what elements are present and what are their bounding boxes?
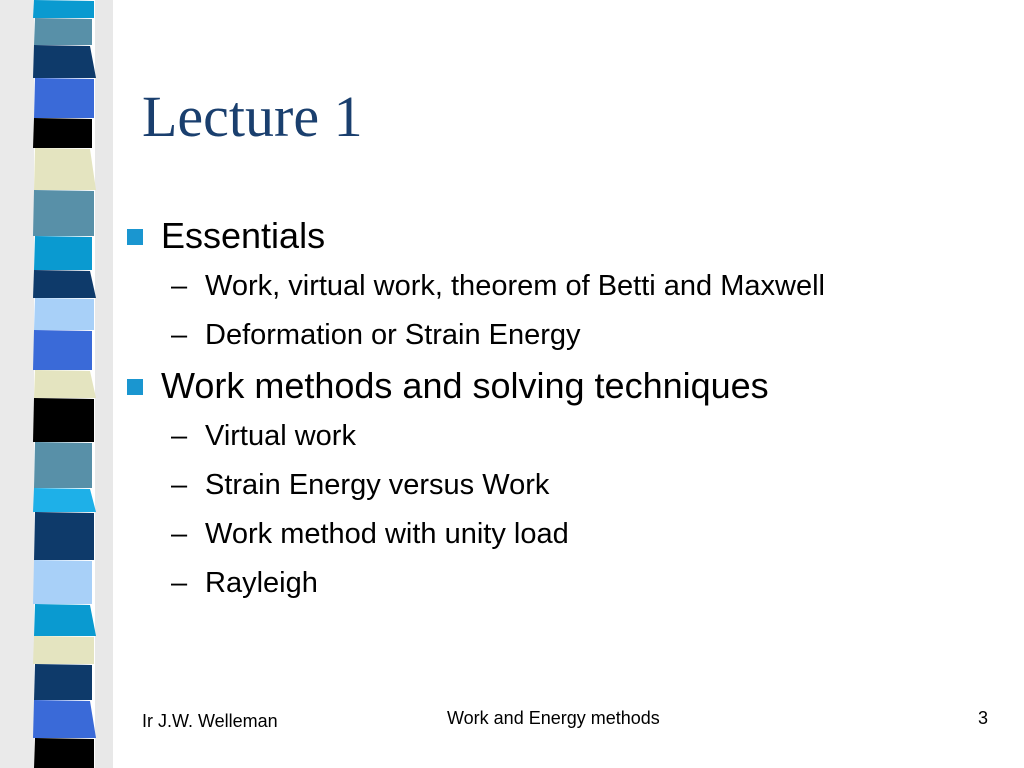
dash-icon: – bbox=[171, 518, 188, 550]
footer-title: Work and Energy methods bbox=[447, 708, 660, 728]
sub-bullet-text: Strain Energy versus Work bbox=[205, 469, 550, 501]
sub-bullet-text: Deformation or Strain Energy bbox=[205, 319, 581, 351]
dash-icon: – bbox=[171, 270, 188, 302]
strip-band bbox=[33, 488, 96, 512]
strip-left-margin bbox=[0, 0, 34, 768]
strip-band bbox=[34, 512, 94, 560]
strip-band bbox=[33, 0, 94, 18]
sub-bullet-text: Work, virtual work, theorem of Betti and Maxwell bbox=[205, 270, 825, 302]
strip-band bbox=[33, 398, 94, 442]
bullet-text: Essentials bbox=[161, 215, 326, 256]
strip-band bbox=[34, 236, 92, 270]
strip-shadow bbox=[95, 0, 113, 768]
strip-band bbox=[33, 560, 92, 604]
strip-band bbox=[34, 78, 94, 118]
strip-band bbox=[33, 45, 96, 78]
sub-bullet bbox=[125, 510, 1005, 559]
dash-icon: – bbox=[171, 567, 188, 599]
sub-bullet-text: Rayleigh bbox=[205, 567, 318, 599]
strip-band bbox=[33, 330, 92, 370]
sub-bullet-text: Work method with unity load bbox=[205, 518, 569, 550]
bullet-work-methods bbox=[125, 360, 1005, 412]
dash-icon: – bbox=[171, 319, 188, 351]
square-bullet-icon bbox=[127, 379, 143, 395]
sub-bullet bbox=[125, 262, 1005, 311]
strip-band bbox=[34, 298, 94, 330]
strip-band bbox=[33, 118, 92, 148]
dash-icon: – bbox=[171, 420, 188, 452]
sub-bullet bbox=[125, 461, 1005, 510]
strip-band bbox=[33, 636, 94, 664]
strip-band bbox=[33, 190, 94, 236]
sub-bullet-text: Virtual work bbox=[205, 420, 356, 452]
strip-band bbox=[34, 370, 96, 398]
bullet-text: Work methods and solving techniques bbox=[161, 365, 769, 406]
strip-band bbox=[34, 738, 94, 768]
strip-band bbox=[34, 442, 92, 488]
strip-band bbox=[33, 270, 96, 298]
square-bullet-icon bbox=[127, 229, 143, 245]
sub-bullet bbox=[125, 311, 1005, 360]
dash-icon: – bbox=[171, 469, 188, 501]
sub-bullet bbox=[125, 412, 1005, 461]
bullet-list bbox=[125, 210, 1005, 608]
strip-band bbox=[34, 604, 96, 636]
sub-bullet bbox=[125, 559, 1005, 608]
page-number: 3 bbox=[977, 708, 988, 728]
strip-band bbox=[34, 148, 96, 190]
slide-title: Lecture 1 bbox=[142, 84, 363, 149]
bullet-essentials bbox=[125, 210, 1005, 262]
footer-author: Ir J.W. Welleman bbox=[142, 711, 278, 731]
strip-band bbox=[34, 18, 92, 45]
decorative-stripe-strip bbox=[0, 0, 120, 768]
strip-band bbox=[33, 700, 96, 738]
strip-band bbox=[34, 664, 92, 700]
